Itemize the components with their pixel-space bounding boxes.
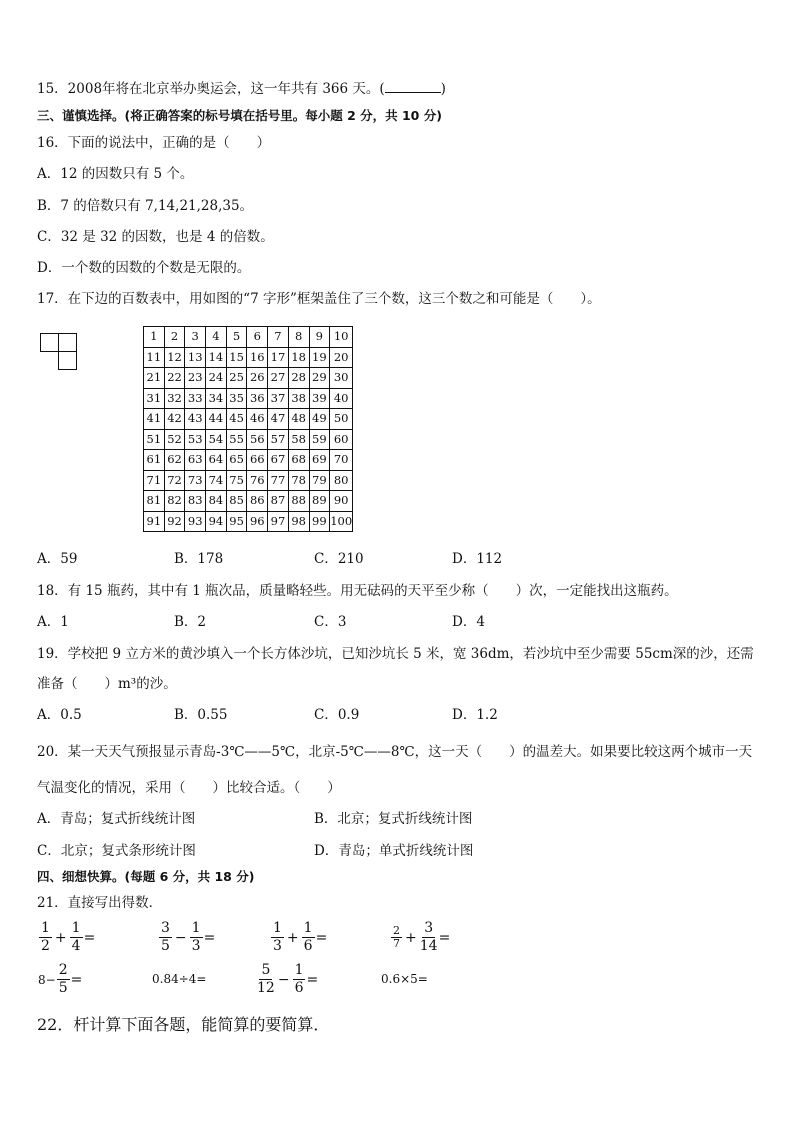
table-cell: 42: [164, 409, 185, 430]
denominator: 5: [58, 980, 68, 996]
numerator: 1: [191, 920, 201, 936]
expression-5: [38, 962, 82, 997]
table-cell: 56: [247, 429, 268, 450]
q21-stem: 21．直接写出得数．: [37, 895, 163, 911]
table-cell: 87: [268, 491, 289, 512]
fraction: [302, 920, 315, 955]
table-cell: 8: [288, 327, 309, 348]
denominator: 5: [161, 938, 170, 954]
table-row: [144, 327, 353, 348]
q17-option-a: A．59: [37, 551, 78, 567]
q17-option-b: B．178: [174, 551, 224, 567]
fraction: [391, 925, 402, 950]
q20-option-d: D．青岛；单式折线统计图: [314, 843, 474, 859]
fraction: [70, 920, 83, 955]
table-row: [144, 388, 353, 409]
q20-stem-line2: 气温变化的情况，采用（ ）比较合适。（ ）: [37, 780, 341, 796]
table-cell: 84: [206, 491, 227, 512]
numerator: 1: [303, 920, 313, 936]
table-cell: 19: [309, 347, 330, 368]
operator: −: [277, 971, 290, 988]
table-cell: 57: [268, 429, 289, 450]
table-cell: 63: [185, 450, 206, 471]
fraction: [159, 920, 172, 955]
numerator: 1: [41, 920, 50, 936]
table-cell: 47: [268, 409, 289, 430]
fraction: [293, 962, 306, 997]
table-cell: 38: [288, 388, 309, 409]
table-cell: 90: [330, 491, 353, 512]
table-cell: 34: [206, 388, 227, 409]
numerator: 1: [273, 920, 282, 936]
denominator: 4: [71, 938, 81, 954]
table-cell: 35: [226, 388, 247, 409]
table-cell: 67: [268, 450, 289, 471]
table-row: [144, 409, 353, 430]
table-row: [144, 450, 353, 471]
table-cell: 27: [268, 368, 289, 389]
operator: +: [54, 929, 67, 946]
table-cell: 31: [144, 388, 165, 409]
lead-term: 8−: [38, 972, 56, 987]
table-cell: 21: [144, 368, 165, 389]
table-cell: 89: [309, 491, 330, 512]
table-row: [144, 429, 353, 450]
table-cell: 85: [226, 491, 247, 512]
table-cell: 30: [330, 368, 353, 389]
table-cell: 68: [288, 450, 309, 471]
denominator: 6: [303, 938, 313, 954]
numerator: 1: [71, 920, 81, 936]
operator: +: [286, 929, 299, 946]
table-cell: 22: [164, 368, 185, 389]
q15-text: 15．2008年将在北京举办奥运会，这一年共有 366 天。(: [37, 81, 385, 97]
table-cell: 69: [309, 450, 330, 471]
expression-4: [390, 920, 450, 955]
hundred-table: [143, 326, 353, 532]
table-row: [144, 347, 353, 368]
equals-sign: =: [70, 971, 83, 988]
table-cell: 78: [288, 470, 309, 491]
q19-option-d: D．1.2: [452, 707, 498, 723]
numerator: 3: [161, 920, 170, 936]
table-cell: 26: [247, 368, 268, 389]
q20-stem-line1: 20．某一天天气预报显示青岛-3℃——5℃，北京-5℃——8℃，这一天（ ）的温差大。如果要比较这两个城市一天: [37, 744, 753, 760]
table-cell: 49: [309, 409, 330, 430]
table-cell: 92: [164, 511, 185, 532]
numerator: 5: [261, 962, 271, 978]
table-row: [144, 491, 353, 512]
table-cell: 97: [268, 511, 289, 532]
table-cell: 82: [164, 491, 185, 512]
table-cell: 17: [268, 347, 289, 368]
numerator: 1: [294, 962, 304, 978]
table-cell: 29: [309, 368, 330, 389]
denominator: 3: [191, 938, 201, 954]
denominator: 7: [393, 937, 400, 950]
fraction: [39, 920, 52, 955]
section-3-heading: 三、谨慎选择。(将正确答案的标号填在括号里。每小题 2 分，共 10 分): [37, 108, 442, 123]
table-cell: 25: [226, 368, 247, 389]
denominator: 3: [273, 938, 282, 954]
expression-8: 0.6×5=: [381, 972, 428, 986]
denominator: 2: [41, 938, 50, 954]
fraction: [271, 920, 284, 955]
table-cell: 28: [288, 368, 309, 389]
fraction: [57, 962, 70, 997]
q18-option-c: C．3: [314, 614, 347, 630]
table-cell: 77: [268, 470, 289, 491]
table-cell: 76: [247, 470, 268, 491]
expression-7: [256, 962, 318, 997]
table-cell: 5: [226, 327, 247, 348]
table-cell: 48: [288, 409, 309, 430]
table-cell: 33: [185, 388, 206, 409]
table-cell: 12: [164, 347, 185, 368]
numerator: 2: [58, 962, 68, 978]
table-cell: 62: [164, 450, 185, 471]
table-cell: 64: [206, 450, 227, 471]
table-cell: 41: [144, 409, 165, 430]
table-cell: 93: [185, 511, 206, 532]
denominator: 12: [257, 980, 275, 996]
q20-option-b: B．北京；复式折线统计图: [314, 811, 473, 827]
q22-stem: 22．杆计算下面各题，能简算的要简算．: [37, 1015, 330, 1034]
table-cell: 7: [268, 327, 289, 348]
table-cell: 51: [144, 429, 165, 450]
q18-option-b: B．2: [174, 614, 207, 630]
table-cell: 16: [247, 347, 268, 368]
section-4-heading: 四、细想快算。(每题 6 分，共 18 分): [37, 869, 255, 884]
table-cell: 75: [226, 470, 247, 491]
table-cell: 53: [185, 429, 206, 450]
table-cell: 43: [185, 409, 206, 430]
question-15: [37, 80, 446, 98]
table-row: [144, 470, 353, 491]
q19-option-b: B．0.55: [174, 707, 228, 723]
q16-option-c: C．32 是 32 的因数，也是 4 的倍数。: [37, 229, 274, 245]
table-cell: 81: [144, 491, 165, 512]
table-cell: 98: [288, 511, 309, 532]
table-cell: 54: [206, 429, 227, 450]
operator: +: [405, 929, 417, 946]
table-cell: 4: [206, 327, 227, 348]
table-cell: 45: [226, 409, 247, 430]
table-cell: 2: [164, 327, 185, 348]
expression-1: [38, 920, 95, 955]
table-cell: 72: [164, 470, 185, 491]
expression-2: [158, 920, 215, 955]
table-cell: 70: [330, 450, 353, 471]
equals-sign: =: [203, 929, 216, 946]
expression-6: 0.84÷4=: [152, 972, 207, 986]
numerator: 3: [424, 920, 434, 936]
equals-sign: =: [315, 929, 328, 946]
q20-option-c: C．北京；复式条形统计图: [37, 843, 196, 859]
answer-blank[interactable]: [385, 80, 441, 93]
table-cell: 55: [226, 429, 247, 450]
table-cell: 79: [309, 470, 330, 491]
shape-cell: [58, 333, 77, 352]
q15-close: ): [440, 81, 446, 97]
table-cell: 99: [309, 511, 330, 532]
table-cell: 100: [330, 511, 353, 532]
table-cell: 71: [144, 470, 165, 491]
q18-stem: 18．有 15 瓶药，其中有 1 瓶次品，质量略轻些。用无砝码的天平至少称（ ）次，一定能找出这瓶药。: [37, 583, 678, 599]
table-cell: 58: [288, 429, 309, 450]
shape-cell: [40, 333, 59, 352]
fraction: [420, 920, 438, 955]
seven-shape-figure: [40, 333, 81, 374]
q18-option-a: A．1: [37, 614, 69, 630]
equals-sign: =: [438, 929, 451, 946]
q16-option-b: B．7 的倍数只有 7,14,21,28,35。: [37, 198, 254, 214]
table-cell: 91: [144, 511, 165, 532]
operator: −: [174, 929, 187, 946]
numerator: 2: [393, 924, 400, 937]
table-cell: 88: [288, 491, 309, 512]
table-cell: 80: [330, 470, 353, 491]
table-cell: 1: [144, 327, 165, 348]
table-cell: 15: [226, 347, 247, 368]
table-cell: 24: [206, 368, 227, 389]
table-cell: 74: [206, 470, 227, 491]
q20-option-a: A．青岛；复式折线统计图: [37, 811, 196, 827]
table-cell: 14: [206, 347, 227, 368]
table-cell: 10: [330, 327, 353, 348]
q17-option-d: D．112: [452, 551, 503, 567]
table-cell: 61: [144, 450, 165, 471]
table-cell: 11: [144, 347, 165, 368]
table-cell: 18: [288, 347, 309, 368]
equals-sign: =: [83, 929, 96, 946]
table-cell: 13: [185, 347, 206, 368]
fraction: [257, 962, 275, 997]
table-cell: 60: [330, 429, 353, 450]
q19-stem-line2: 准备（ ）m³的沙。: [37, 676, 177, 692]
table-cell: 73: [185, 470, 206, 491]
table-cell: 59: [309, 429, 330, 450]
table-cell: 9: [309, 327, 330, 348]
table-cell: 66: [247, 450, 268, 471]
q16-option-a: A．12 的因数只有 5 个。: [37, 166, 194, 182]
expression-3: [270, 920, 327, 955]
q17-option-c: C．210: [314, 551, 364, 567]
table-cell: 36: [247, 388, 268, 409]
table-cell: 95: [226, 511, 247, 532]
table-cell: 94: [206, 511, 227, 532]
table-cell: 46: [247, 409, 268, 430]
table-row: [144, 511, 353, 532]
q19-option-a: A．0.5: [37, 707, 82, 723]
q19-stem-line1: 19．学校把 9 立方米的黄沙填入一个长方体沙坑，已知沙坑长 5 米，宽 36dm，若沙坑中至少需要 55cm深的沙，还需: [37, 646, 754, 662]
equals-sign: =: [306, 971, 319, 988]
q16-stem: 16．下面的说法中，正确的是（ ）: [37, 135, 271, 151]
table-cell: 86: [247, 491, 268, 512]
table-cell: 32: [164, 388, 185, 409]
table-cell: 23: [185, 368, 206, 389]
table-cell: 3: [185, 327, 206, 348]
table-cell: 40: [330, 388, 353, 409]
table-cell: 50: [330, 409, 353, 430]
denominator: 6: [294, 980, 304, 996]
shape-cell: [58, 351, 77, 370]
table-cell: 96: [247, 511, 268, 532]
q19-option-c: C．0.9: [314, 707, 360, 723]
table-cell: 65: [226, 450, 247, 471]
table-cell: 39: [309, 388, 330, 409]
table-cell: 6: [247, 327, 268, 348]
table-cell: 44: [206, 409, 227, 430]
table-cell: 37: [268, 388, 289, 409]
fraction: [190, 920, 203, 955]
table-cell: 83: [185, 491, 206, 512]
q17-stem: 17．在下边的百数表中，用如图的“7 字形”框架盖住了三个数，这三个数之和可能是（ ）。: [37, 291, 601, 307]
table-cell: 52: [164, 429, 185, 450]
table-cell: 20: [330, 347, 353, 368]
q16-option-d: D．一个数的因数的个数是无限的。: [37, 260, 251, 276]
denominator: 14: [419, 938, 438, 954]
table-row: [144, 368, 353, 389]
q18-option-d: D．4: [452, 614, 485, 630]
